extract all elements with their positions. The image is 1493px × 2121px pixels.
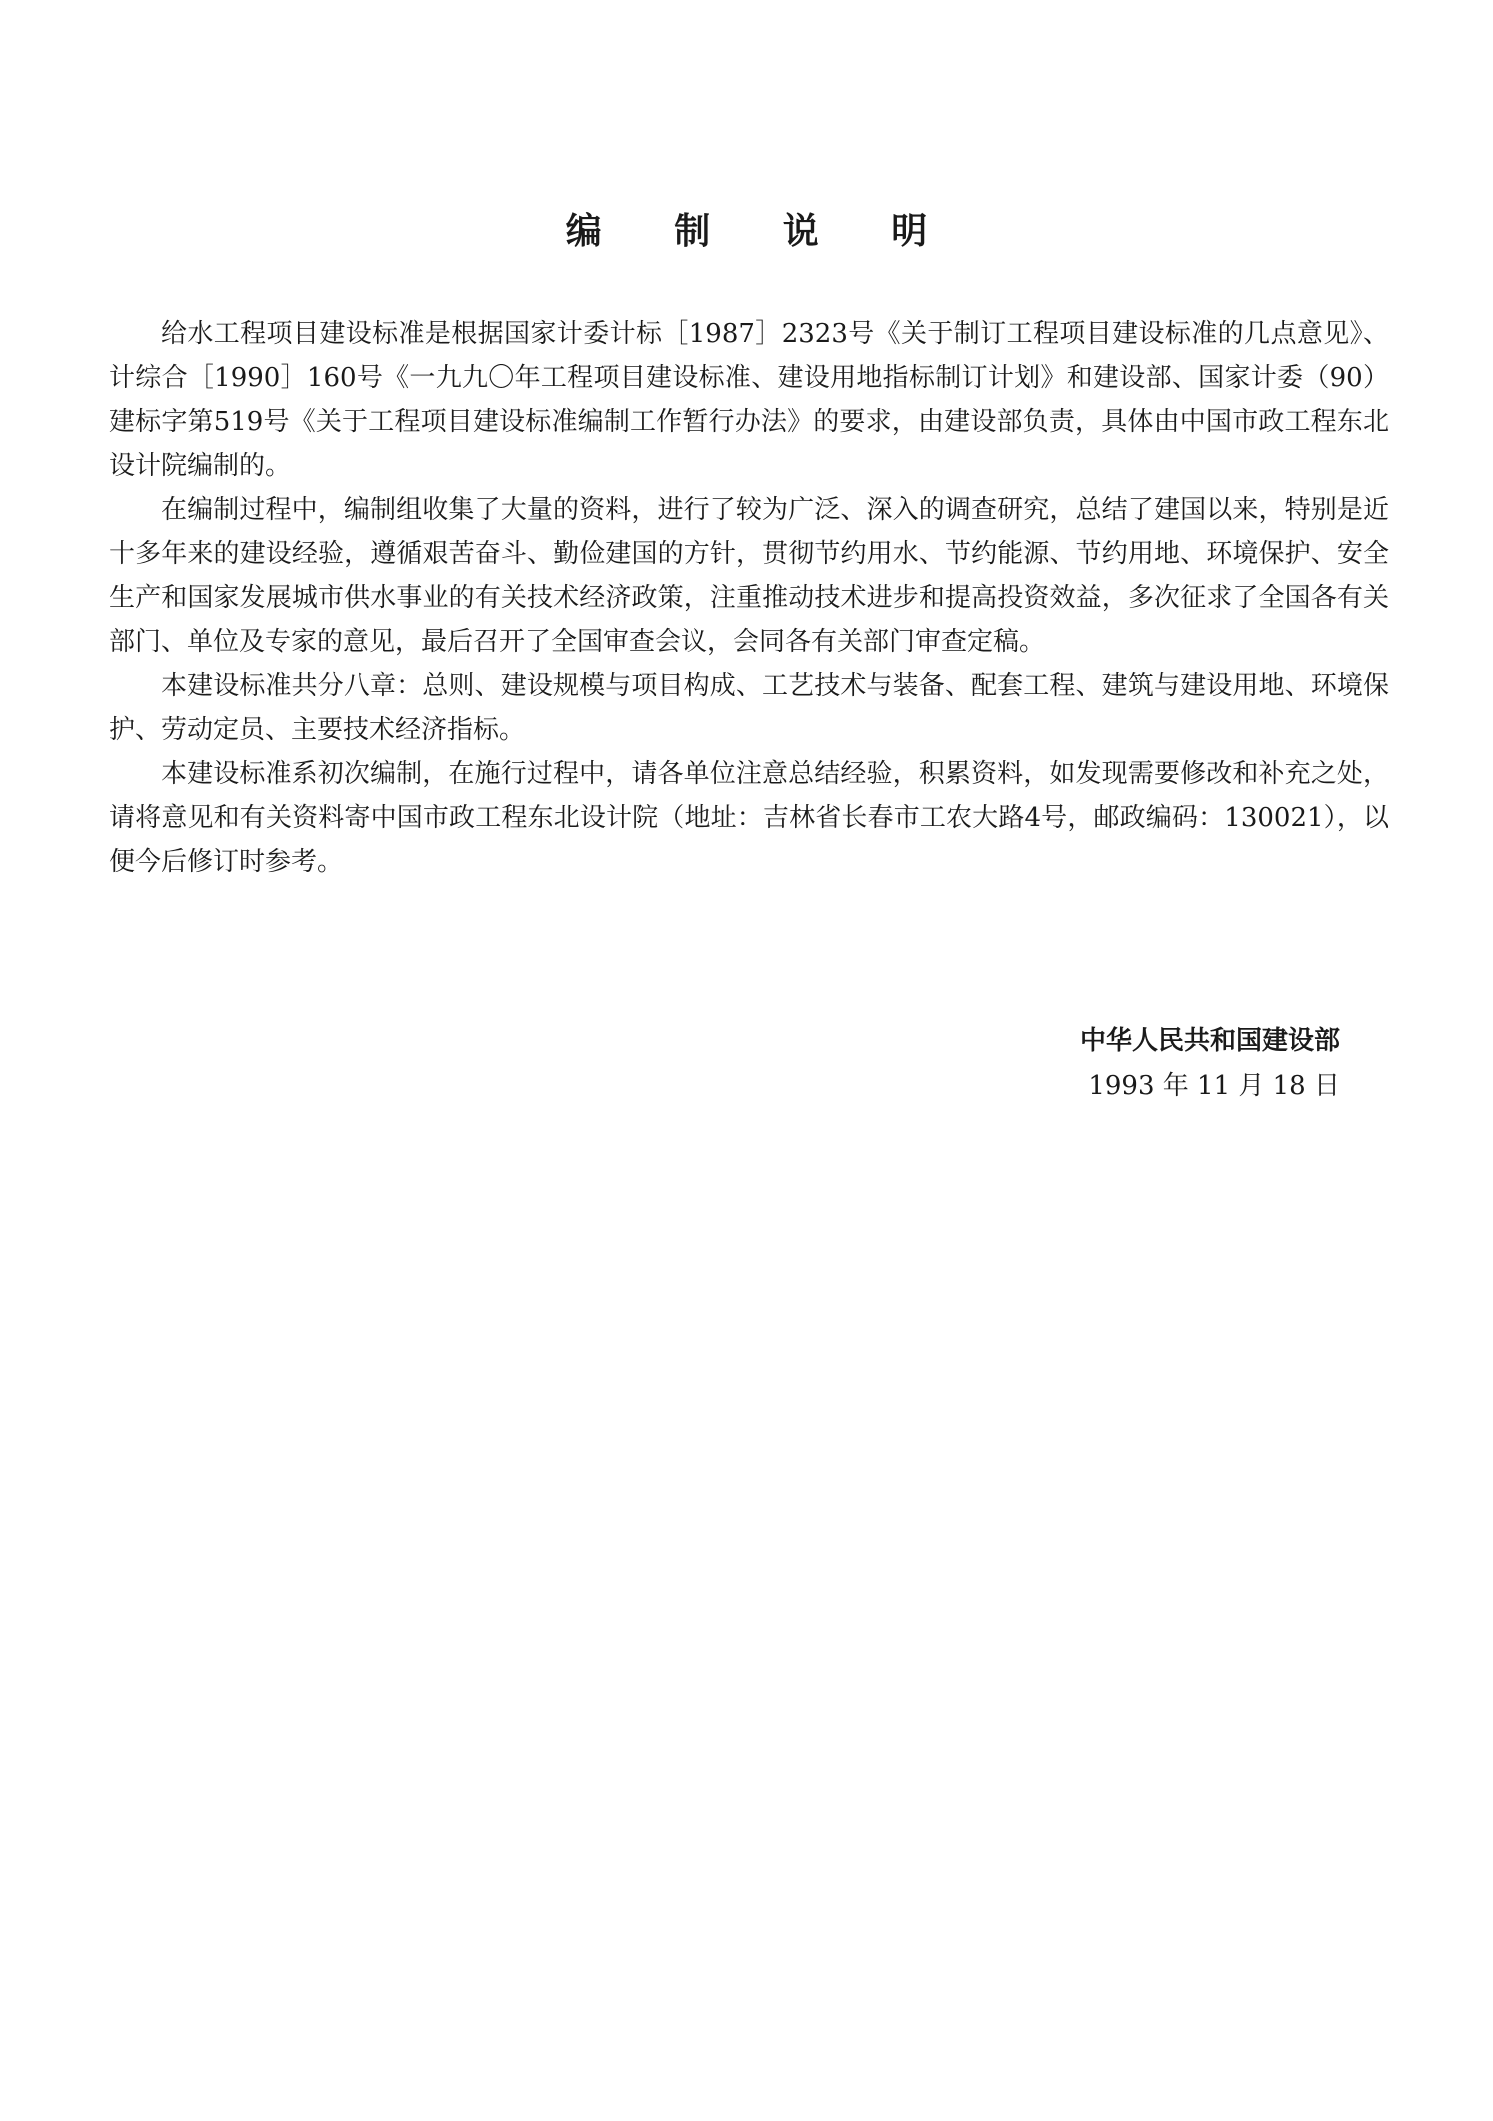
paragraph-3: 本建设标准共分八章：总则、建设规模与项目构成、工艺技术与装备、配套工程、建筑与建设用地、环境保护、劳动定员、主要技术经济指标。 (109, 671, 1389, 745)
document-title: 编 制 说 明 (565, 211, 958, 252)
signature-organization: 中华人民共和国建设部 (1079, 1026, 1340, 1056)
signature-date: 1993 年 11 月 18 日 (1088, 1071, 1340, 1101)
document-body (109, 312, 1389, 884)
paragraph-2: 在编制过程中，编制组收集了大量的资料，进行了较为广泛、深入的调查研究，总结了建国以来，特别是近十多年来的建设经验，遵循艰苦奋斗、勤俭建国的方针，贯彻节约用水、节约能源、节约用地、环境保护、安全生产和国家发展城市供水事业的有关技术经济政策，注重推动技术进步和提高投资效益，多次征求了全国各有关部门、单位及专家的意见，最后召开了全国审查会议，会同各有关部门审查定稿。 (109, 495, 1389, 657)
paragraph-1: 给水工程项目建设标准是根据国家计委计标［1987］2323号《关于制订工程项目建设标准的几点意见》、计综合［1990］160号《一九九〇年工程项目建设标准、建设用地指标制订计划》和建设部、国家计委（90）建标字第519号《关于工程项目建设标准编制工作暂行办法》的要求，由建设部负责，具体由中国市政工程东北设计院编制的。 (109, 319, 1389, 481)
paragraph-4: 本建设标准系初次编制，在施行过程中，请各单位注意总结经验，积累资料，如发现需要修改和补充之处，请将意见和有关资料寄中国市政工程东北设计院（地址：吉林省长春市工农大路4号，邮政编码：130021），以便今后修订时参考。 (109, 759, 1389, 877)
